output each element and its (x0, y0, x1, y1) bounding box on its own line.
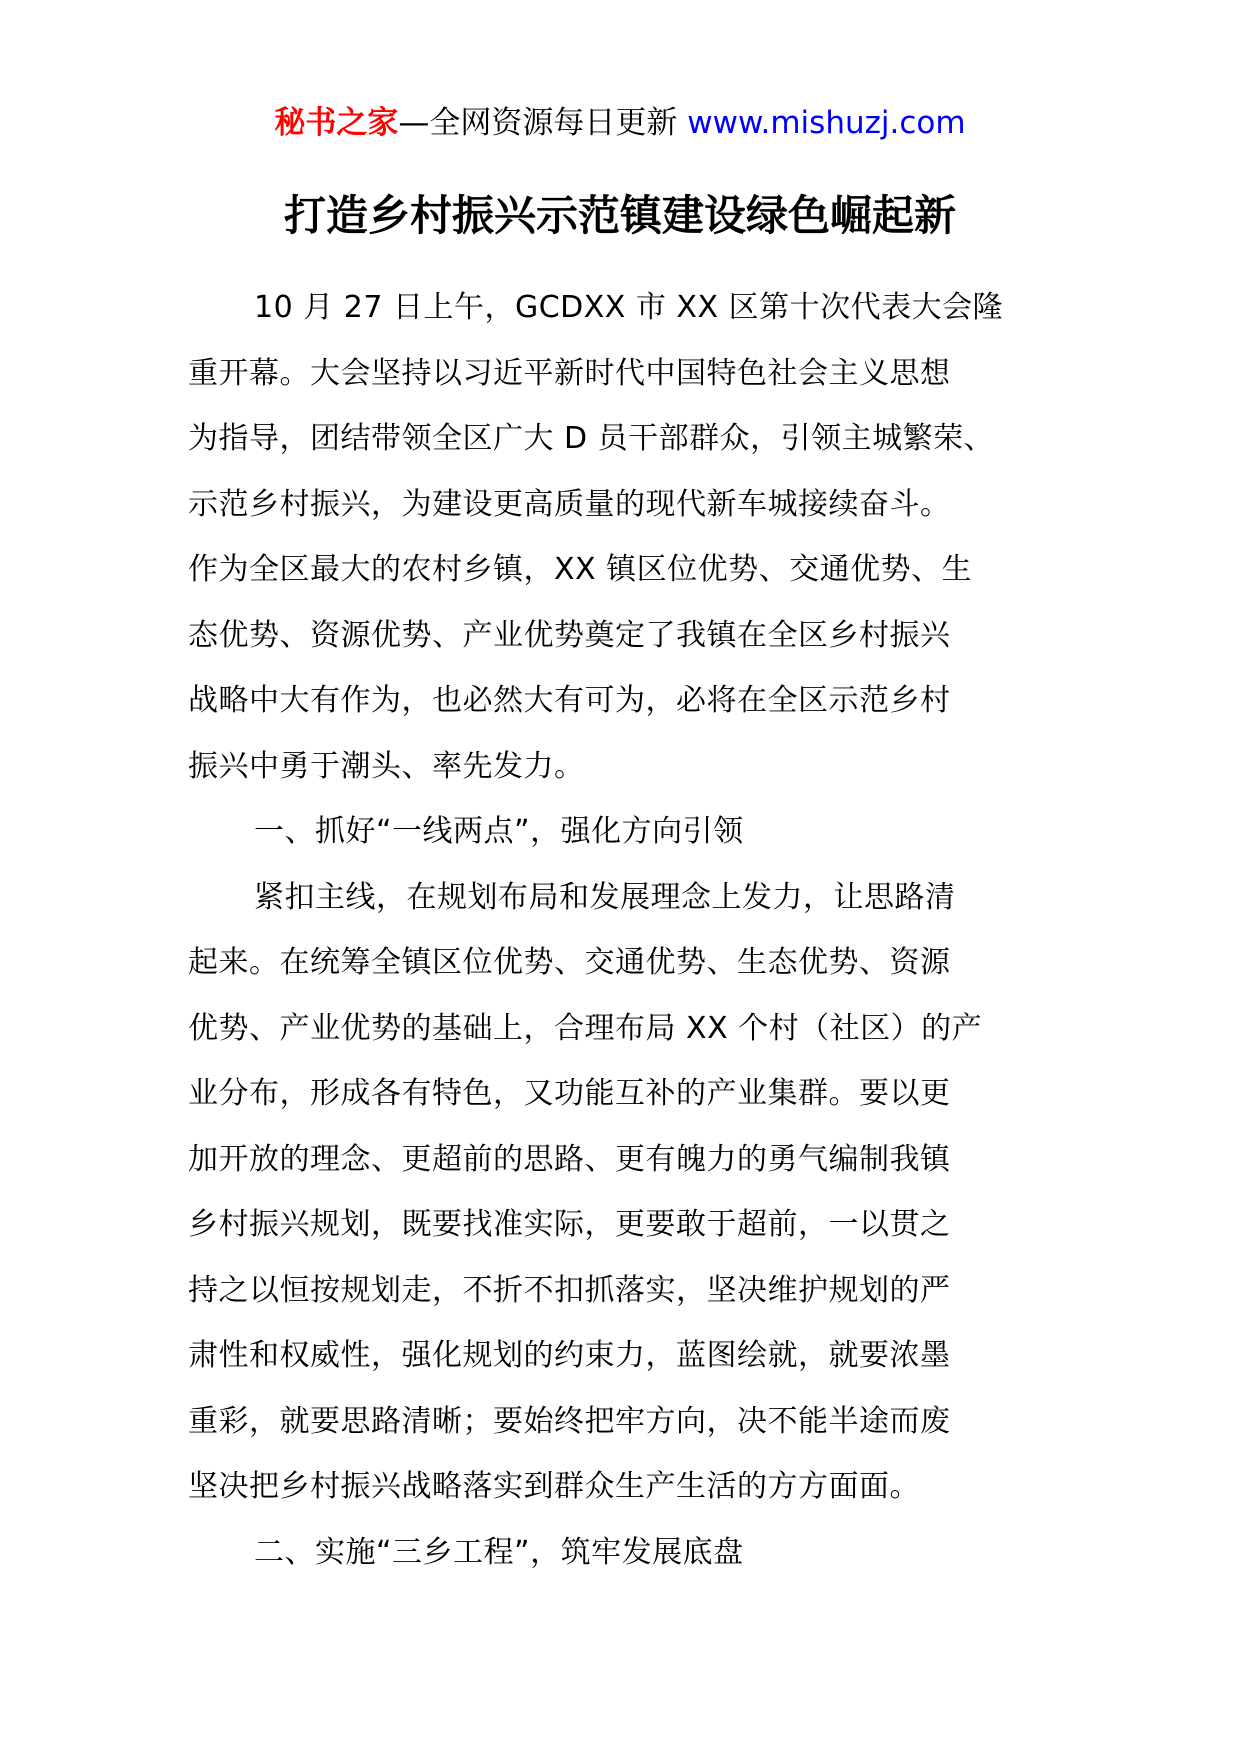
paragraph-line: 振兴中勇于潮头、率先发力。 (188, 748, 585, 784)
paragraph-line: 重彩，就要思路清晰；要始终把牢方向，决不能半途而废 (188, 1403, 951, 1439)
section-heading: 一、抓好“一线两点”，强化方向引领 (254, 814, 744, 849)
paragraph-line: 10 月 27 日上午，GCDXX 市 XX 区第十次代表大会隆 (254, 290, 1004, 325)
paragraph-line: 优势、产业优势的基础上，合理布局 XX 个村（社区）的产 (188, 1010, 983, 1046)
header-tagline: —全网资源每日更新 (398, 105, 688, 141)
paragraph-line: 坚决把乡村振兴战略落实到群众生产生活的方方面面。 (188, 1469, 920, 1504)
paragraph-line: 作为全区最大的农村乡镇，XX 镇区位优势、交通优势、生 (188, 552, 973, 587)
document-body (188, 275, 1068, 1585)
paragraph-line: 紧扣主线，在规划布局和发展理念上发力，让思路清 (254, 879, 956, 915)
paragraph-line: 示范乡村振兴，为建设更高质量的现代新车城接续奋斗。 (188, 486, 951, 522)
paragraph-line: 战略中大有作为，也必然大有可为，必将在全区示范乡村 (188, 683, 951, 718)
paragraph-line: 持之以恒按规划走，不折不扣抓落实，坚决维护规划的严 (188, 1272, 951, 1308)
paragraph-line: 重开幕。大会坚持以习近平新时代中国特色社会主义思想 (188, 355, 951, 391)
header-site-link[interactable]: www.mishuzj.com (687, 105, 966, 141)
page-header (0, 103, 1240, 143)
paragraph-line: 态优势、资源优势、产业优势奠定了我镇在全区乡村振兴 (188, 617, 951, 653)
section-heading: 二、实施“三乡工程”，筑牢发展底盘 (254, 1534, 744, 1570)
paragraph-line: 业分布，形成各有特色，又功能互补的产业集群。要以更 (188, 1076, 951, 1111)
paragraph-line: 乡村振兴规划，既要找准实际，更要敢于超前，一以贯之 (188, 1207, 951, 1242)
paragraph-line: 起来。在统筹全镇区位优势、交通优势、生态优势、资源 (188, 945, 951, 980)
document-title: 打造乡村振兴示范镇建设绿色崛起新 (283, 191, 956, 240)
paragraph-line: 加开放的理念、更超前的思路、更有魄力的勇气编制我镇 (188, 1141, 951, 1177)
paragraph-line: 肃性和权威性，强化规划的约束力，蓝图绘就，就要浓墨 (188, 1338, 951, 1373)
header-brand: 秘书之家 (274, 105, 399, 141)
paragraph-line: 为指导，团结带领全区广大 D 员干部群众，引领主城繁荣、 (188, 421, 995, 456)
